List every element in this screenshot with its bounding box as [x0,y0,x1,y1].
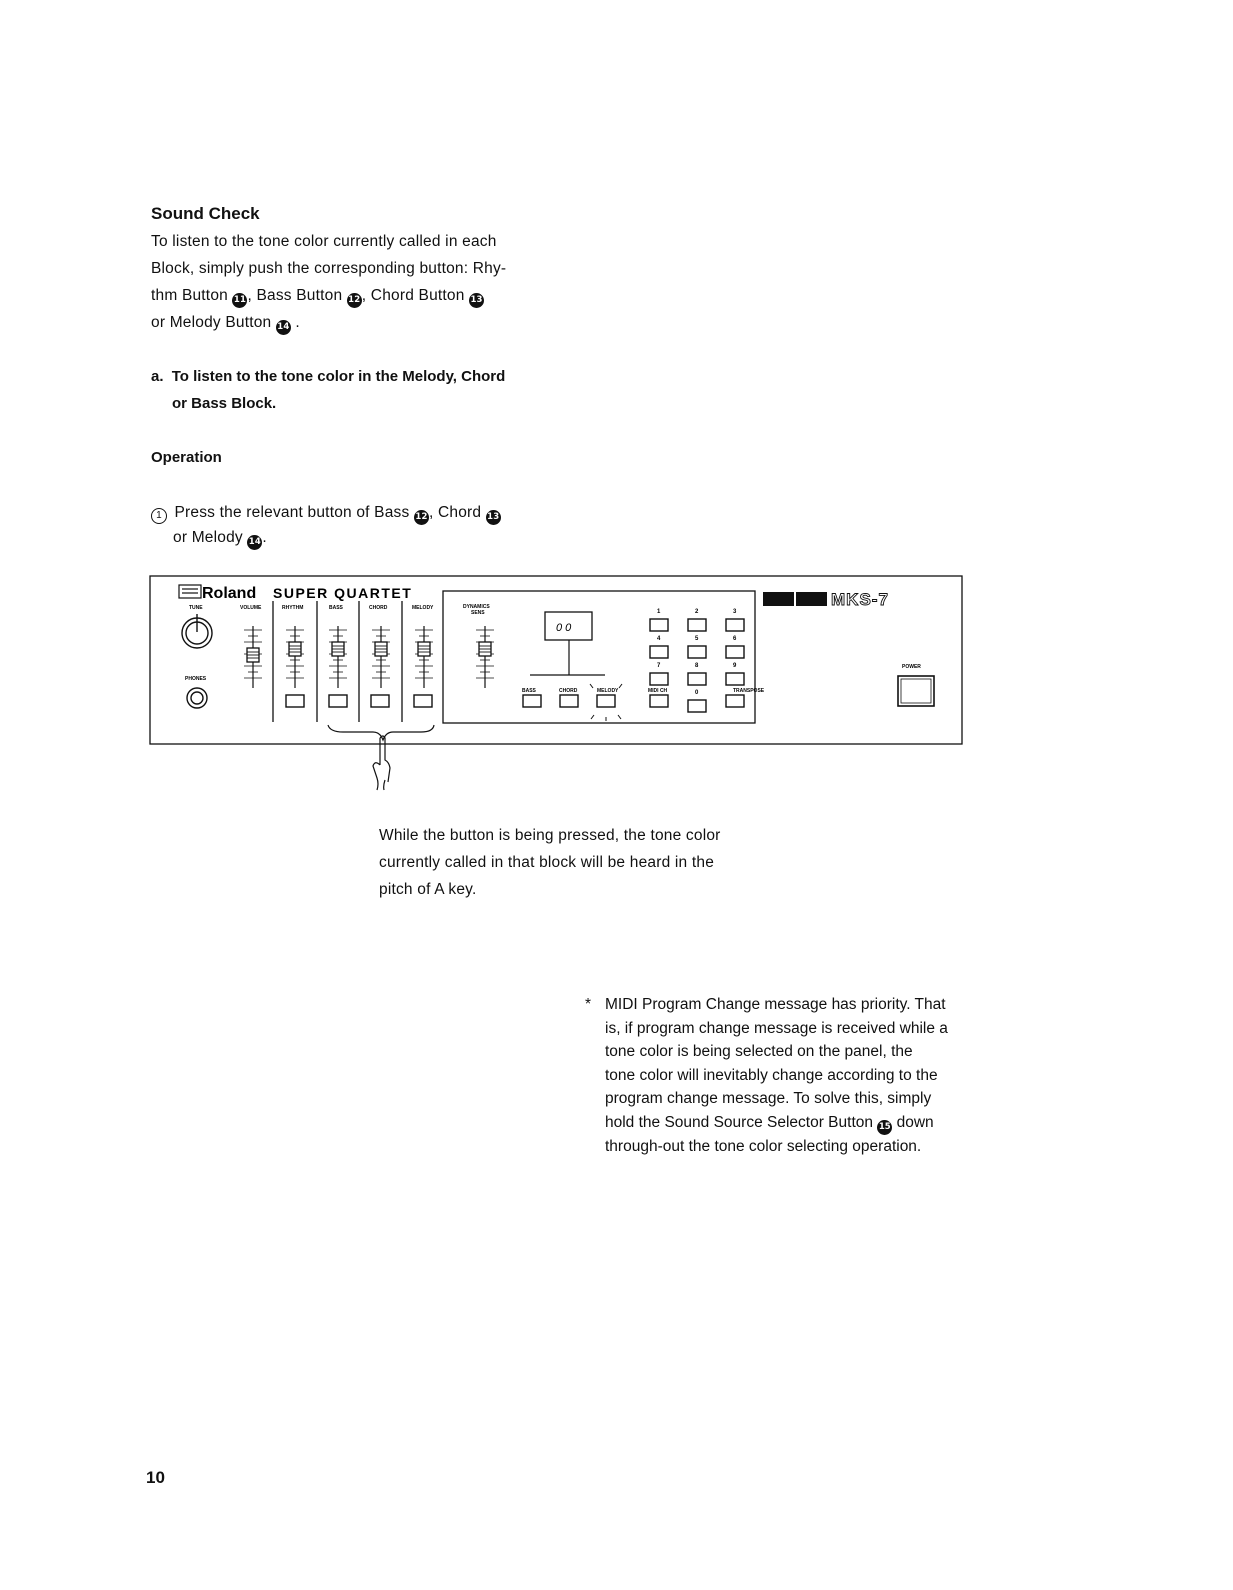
subsection-line: or Bass Block. [172,395,277,412]
text-fragment: , Chord Button [361,287,465,304]
note-line [605,1111,965,1135]
melody-fader [415,626,433,688]
dynamics-label: DYNAMICS [463,604,490,610]
keypad-button-8 [688,673,706,685]
step-number-badge: 1 [151,508,167,524]
rhythm-fader [286,626,304,688]
control-section-outline [443,591,755,723]
text-fragment: hold the Sound Source Selector Button [605,1113,873,1131]
dynamics-fader [476,626,494,688]
transpose-label: TRANSPOSE [733,688,765,694]
keypad-label-0: 0 [695,690,699,696]
chord-label: CHORD [369,605,388,611]
led-display [530,612,605,675]
phones-label: PHONES [185,676,207,682]
power-switch [898,676,934,706]
subsection-a [151,363,505,417]
ref-badge-melody: 14 [247,535,262,550]
transpose-button [726,695,744,707]
chord-button-label: CHORD [559,688,578,694]
page-number: 10 [146,1468,165,1487]
brand-label: Roland [202,585,257,602]
chord-block-button [371,695,389,707]
text-fragment: or Melody [173,529,243,546]
tune-knob [182,614,212,648]
paragraph-line: To listen to the tone color currently called in each [151,233,497,250]
keypad-button-5 [688,646,706,658]
subsection-line [151,363,505,390]
step-line [151,525,551,550]
section-heading-sound-check: Sound Check [151,204,260,223]
note-line: program change message. To solve this, simply [605,1090,932,1108]
ref-badge-bass: 12 [414,510,429,525]
ref-badge-rhythm: 11 [232,293,247,308]
text-fragment: thm Button [151,287,228,304]
keypad-label-8: 8 [695,663,699,669]
text-fragment: . [262,529,267,546]
note-line: MIDI Program Change message has priority. That [605,996,946,1013]
caption-line: pitch of A key. [379,881,477,898]
rhythm-label: RHYTHM [282,605,304,611]
text-fragment: or Melody Button [151,314,272,331]
keypad-label-9: 9 [733,663,737,669]
volume-fader [244,626,262,688]
roland-logo [179,585,201,598]
ref-badge-selector: 15 [877,1120,892,1135]
keypad-label-4: 4 [657,636,661,642]
bass-button-label: BASS [522,688,536,694]
note-line: is, if program change message is received while a [605,1019,948,1037]
note-line: tone color will inevitably change according to the [605,1066,938,1084]
melody-block-button [414,695,432,707]
chord-selector-button [560,695,578,707]
sound-check-paragraph [151,228,531,336]
tune-label: TUNE [189,605,203,611]
keypad-label-7: 7 [657,663,661,669]
caption-line: While the button is being pressed, the tone color [379,827,721,844]
paragraph-line [151,309,531,336]
keypad-button-1 [650,619,668,631]
model-badge [763,590,889,609]
melody-selector-button [597,695,615,707]
bass-block-button [329,695,347,707]
bass-fader [329,626,347,688]
keypad-button-7 [650,673,668,685]
keypad-button-6 [726,646,744,658]
ref-badge-chord: 13 [469,293,484,308]
chord-fader [372,626,390,688]
svg-text:MKS-7: MKS-7 [831,590,889,609]
sens-label: SENS [471,610,485,616]
keypad-label-6: 6 [733,636,737,642]
ref-badge-bass: 12 [347,293,362,308]
keypad-button-0 [688,700,706,712]
midi-ch-button [650,695,668,707]
operation-heading: Operation [151,449,222,466]
keypad-button-3 [726,619,744,631]
text-fragment: down [896,1113,934,1131]
ref-badge-chord: 13 [486,510,501,525]
series-label: SUPER QUARTET [273,585,413,601]
bass-label: BASS [329,605,343,611]
keypad-label-3: 3 [733,609,737,615]
pointer-hand-icon [328,725,434,790]
paragraph-line: Block, simply push the corresponding button: Rhy- [151,260,507,277]
phones-jack [187,688,207,708]
keypad-label-2: 2 [695,609,699,615]
ref-badge-melody: 14 [276,320,291,335]
note-line: tone color is being selected on the panel, the [605,1043,913,1061]
melody-label: MELODY [412,605,434,611]
mks7-front-panel-illustration [145,570,970,800]
keypad-button-9 [726,673,744,685]
step-line [151,500,551,525]
volume-label: VOLUME [240,605,262,611]
text-fragment: . [295,314,300,331]
caption-line: currently called in that block will be heard in the [379,854,715,871]
keypad-button-2 [688,619,706,631]
rhythm-block-button [286,695,304,707]
caption [379,822,769,903]
keypad-label-1: 1 [657,609,661,615]
paragraph-line [151,282,531,309]
bass-selector-button [523,695,541,707]
midi-ch-label: MIDI CH [648,688,668,694]
priority-note [585,993,965,1159]
subsection-title: To listen to the tone color in the Melody, Chord [171,368,506,385]
keypad-button-4 [650,646,668,658]
text-fragment: , Bass Button [247,287,343,304]
svg-text:0 0: 0 0 [556,622,572,634]
note-line: through-out the tone color selecting operation. [605,1137,922,1155]
text-fragment: , Chord [428,504,482,521]
text-fragment: Press the relevant button of Bass [174,504,410,521]
operation-step [151,500,551,550]
subsection-marker: a. [151,368,164,385]
keypad-label-5: 5 [695,636,699,642]
power-label: POWER [902,664,921,670]
note-asterisk: * [585,996,592,1013]
melody-button-label: MELODY [597,688,619,694]
